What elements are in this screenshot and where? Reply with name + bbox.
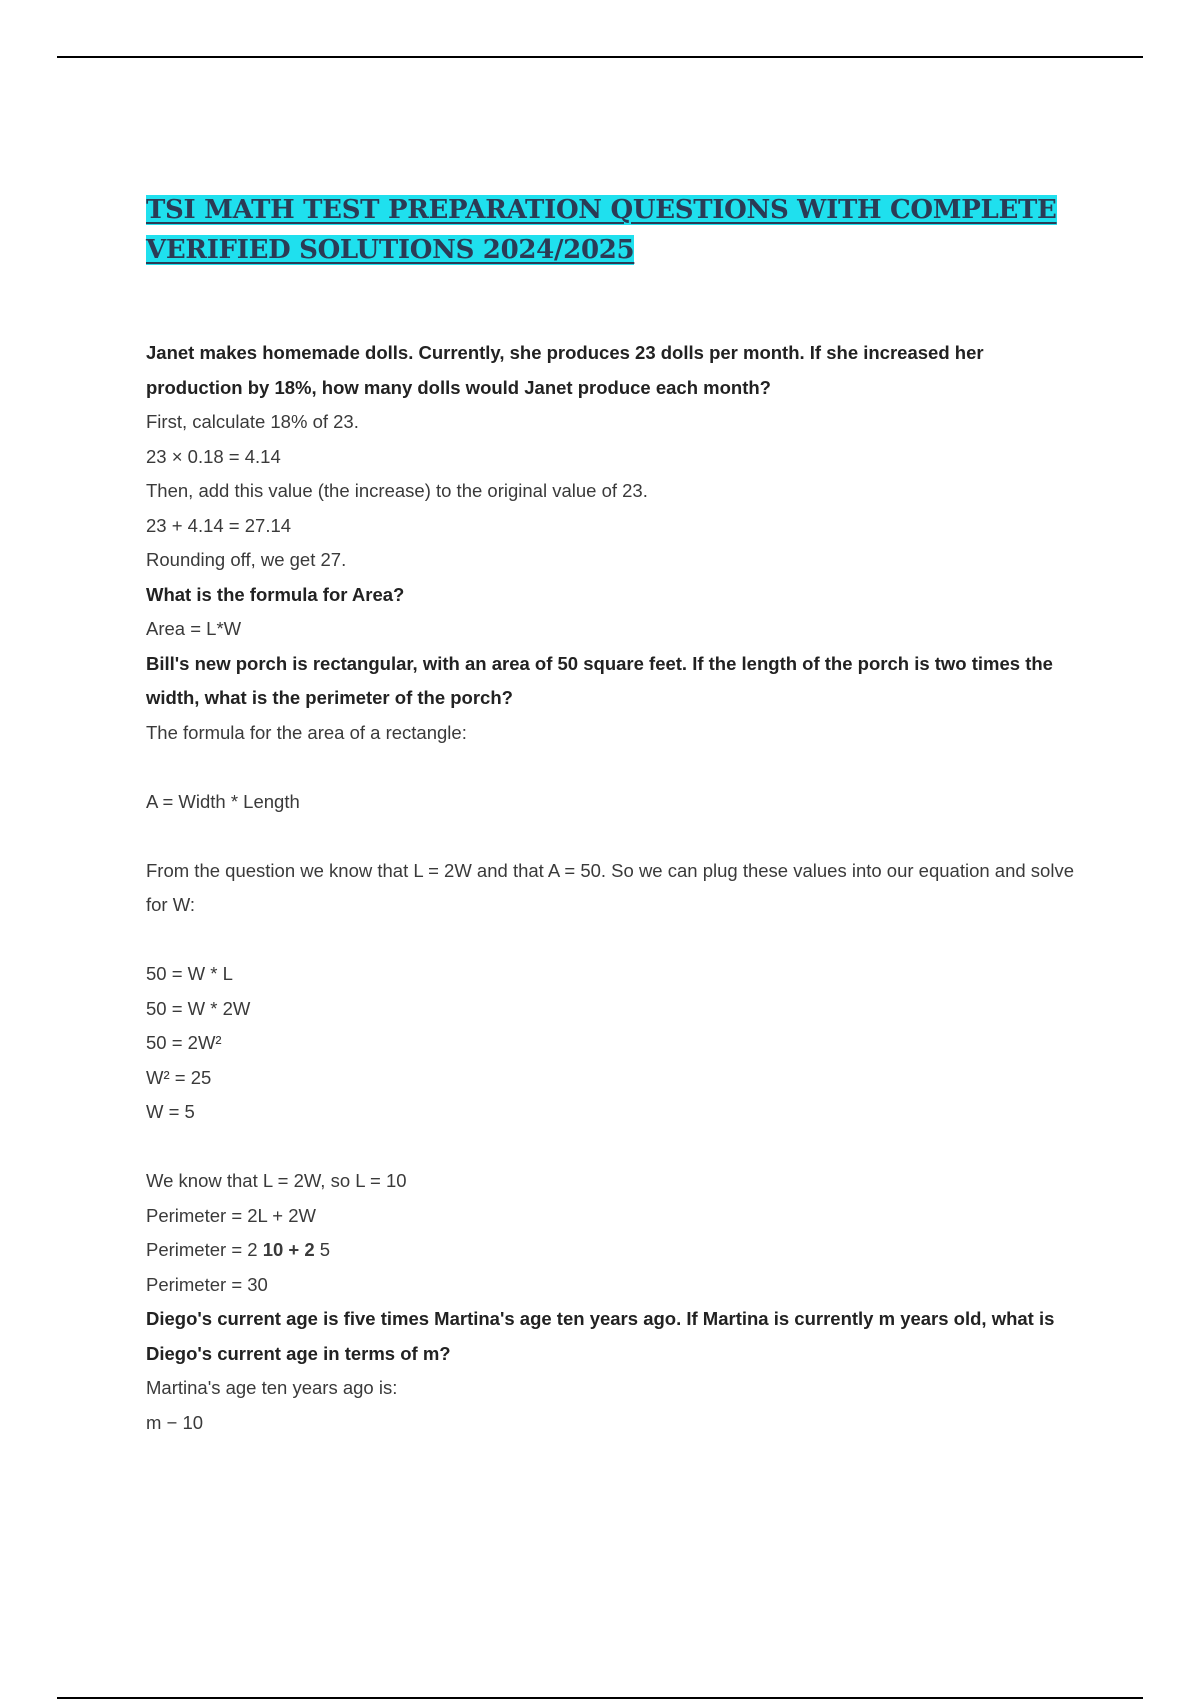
document-title-text: TSI MATH TEST PREPARATION QUESTIONS WITH COMPLETE VERIFIED SOLUTIONS 2024/2025 xyxy=(146,195,1057,265)
document-body xyxy=(146,190,1080,1440)
answer-line: From the question we know that L = 2W and that A = 50. So we can plug these values into our equation and solve for W: xyxy=(146,859,1080,915)
header-rule xyxy=(57,56,1143,58)
spacer xyxy=(146,819,1076,854)
answer-step: 50 = W * 2W xyxy=(146,997,251,1019)
answer-line: Perimeter = 30 xyxy=(146,1273,268,1295)
answer-line: Then, add this value (the increase) to the original value of 23. xyxy=(146,480,648,501)
answer-line: m − 10 xyxy=(146,1411,204,1433)
answer-line: Area = L*W xyxy=(146,618,242,639)
question-area-formula: What is the formula for Area? xyxy=(146,583,405,605)
answer-line: 23 + 4.14 = 27.14 xyxy=(146,514,292,536)
answer-line: First, calculate 18% of 23. xyxy=(146,411,359,432)
answer-line: Martina's age ten years ago is: xyxy=(146,1377,398,1398)
answer-line: A = Width * Length xyxy=(146,790,300,812)
answer-line: The formula for the area of a rectangle: xyxy=(146,721,467,743)
spacer xyxy=(146,1130,1076,1165)
perimeter-sub-bold: 10 + 2 xyxy=(262,1239,315,1260)
answer-line: Rounding off, we get 27. xyxy=(146,549,347,570)
answer-step: W = 5 xyxy=(146,1101,195,1122)
answer-step: 50 = W * L xyxy=(146,963,233,984)
perimeter-sub-pre: Perimeter = 2 xyxy=(146,1239,263,1260)
spacer xyxy=(146,923,1076,958)
answer-line: We know that L = 2W, so L = 10 xyxy=(146,1170,407,1191)
document-title xyxy=(146,190,1076,270)
answer-line: 23 × 0.18 = 4.14 xyxy=(146,445,281,467)
question-porch-perimeter: Bill's new porch is rectangular, with an area of 50 square feet. If the length of the porch is two times the width, what is the perimeter of the porch? xyxy=(146,652,1059,708)
answer-line xyxy=(146,1233,1076,1268)
question-diego-age: Diego's current age is five times Martina's age ten years ago. If Martina is currently m years old, what is Diego's current age in terms of m? xyxy=(146,1308,1060,1364)
answer-line: Perimeter = 2L + 2W xyxy=(146,1204,316,1226)
spacer xyxy=(146,750,1076,785)
footer-rule xyxy=(57,1697,1143,1699)
answer-step: 50 = 2W² xyxy=(146,1032,222,1053)
question-janet-dolls: Janet makes homemade dolls. Currently, she produces 23 dolls per month. If she increased her production by 18%, how many dolls would Janet produce each month? xyxy=(146,342,989,398)
perimeter-sub-post: 5 xyxy=(314,1239,331,1260)
answer-step: W² = 25 xyxy=(146,1066,212,1088)
